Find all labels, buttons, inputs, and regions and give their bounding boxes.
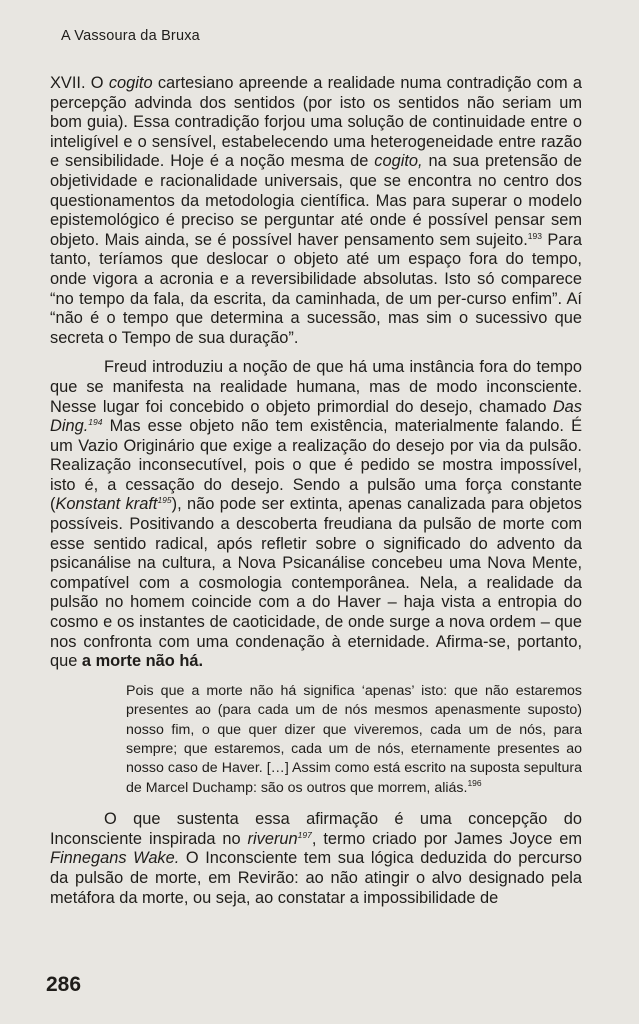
text-run: O Inconsciente tem sua lógica deduzida do percurso da pulsão de morte, em Revirão: ao não atingir o alvo designado pela metáfora da morte, ou seja, ao constatar a impossibilidade de <box>50 849 582 907</box>
block-quote <box>126 682 582 798</box>
footnote-ref: 196 <box>467 777 482 788</box>
text-run: ), não pode ser extinta, apenas canalizada para objetos possíveis. Positivando a descoberta freudiana da pulsão de morte com esse sentido radical, após refletir sobre o significado do advento da psicanálise na cultura, a Nova Psicanálise concebeu uma Nova Mente, compatível com a cosmologia contemporânea. Nela, a realidade da pulsão no homem coincide com a do Haver – haja vista a entropia do cosmo e os instantes de caoticidade, de onde surge a nova ordem – que nos confronta com uma condenação à eternidade. Afirma-se, portanto, que <box>50 495 582 671</box>
text-run: , termo criado por James Joyce em <box>311 829 583 848</box>
running-header: A Vassoura da Bruxa <box>61 28 200 44</box>
emphasis-bold: a morte não há. <box>81 652 204 671</box>
emphasis-italic: Finnegans Wake. <box>50 849 180 868</box>
paragraph <box>50 74 582 348</box>
text-run: Para tanto, teríamos que deslocar o objeto até um espaço fora do tempo, onde vigora a acronia e a reversibilidade absolutas. Isto só comparece “no tempo da fala, da escrita, da caminhada, de um per-curso enfim”. Aí “não é o tempo que determina a sucessão, mas sim o sucessivo que secreta o Tempo de sua duração”. <box>50 230 582 347</box>
text-run: Pois que a morte não há significa ‘apenas’ isto: que não estaremos presentes ao (para cada um de nós mesmos apenasmente suposto) nosso fim, o que quer dizer que viveremos, cada um de nós, para sempre; que estaremos, cada um de nós, eternamente presentes ao nosso caso de Haver. […] Assim como está escrito na suposta sepultura de Marcel Duchamp: são os outros que morrem, aliás. <box>126 682 582 796</box>
emphasis-italic: riverun <box>247 829 298 848</box>
text-run: Freud introduziu a noção de que há uma instância fora do tempo que se manifesta na realidade humana, mas de modo inconsciente. Nesse lugar foi concebido o objeto primordial do desejo, chamado <box>50 358 582 416</box>
emphasis-italic: cogito <box>108 74 153 92</box>
footnote-ref: 195 <box>157 495 172 506</box>
paragraph <box>50 810 582 908</box>
footnote-ref: 194 <box>88 417 103 428</box>
text-run: XVII. O <box>50 74 109 92</box>
emphasis-italic: cogito, <box>374 152 423 171</box>
paragraph <box>50 358 582 672</box>
text-run: na sua pretensão de objetividade e racionalidade universais, que se encontra no centro dos questionamentos da metodologia científica. Mas para superar o modelo epistemológico é preciso se perguntar até onde é possível pensar sem objeto. Mais ainda, se é possível haver pensamento sem sujeito. <box>50 152 582 249</box>
footnote-ref: 193 <box>527 230 542 241</box>
page-number: 286 <box>46 973 82 996</box>
emphasis-italic: Konstant kraft <box>55 495 158 514</box>
footnote-ref: 197 <box>297 829 312 840</box>
text-run: Mas esse objeto não tem existência, materialmente falando. É um Vazio Originário que exige a realização do desejo por via da pulsão. Realização inconsecutível, pois o que é pedido se mostra impossível, isto é, a cessação do desejo. Sendo a pulsão uma força constante ( <box>50 417 582 514</box>
text-run: cartesiano apreende a realidade numa contradição com a percepção advinda dos sentidos (por isto os sentidos não seriam um bom guia). Essa contradição forjou uma solução de continuidade entre o inteligível e o sensível, estabelecendo uma heterogeneidade entre razão e sensibilidade. Hoje é a noção mesma de <box>50 74 582 171</box>
emphasis-italic: Das Ding. <box>50 397 582 436</box>
text-run: O que sustenta essa afirmação é uma concepção do Inconsciente inspirada no <box>50 810 582 848</box>
body-text <box>50 74 582 908</box>
